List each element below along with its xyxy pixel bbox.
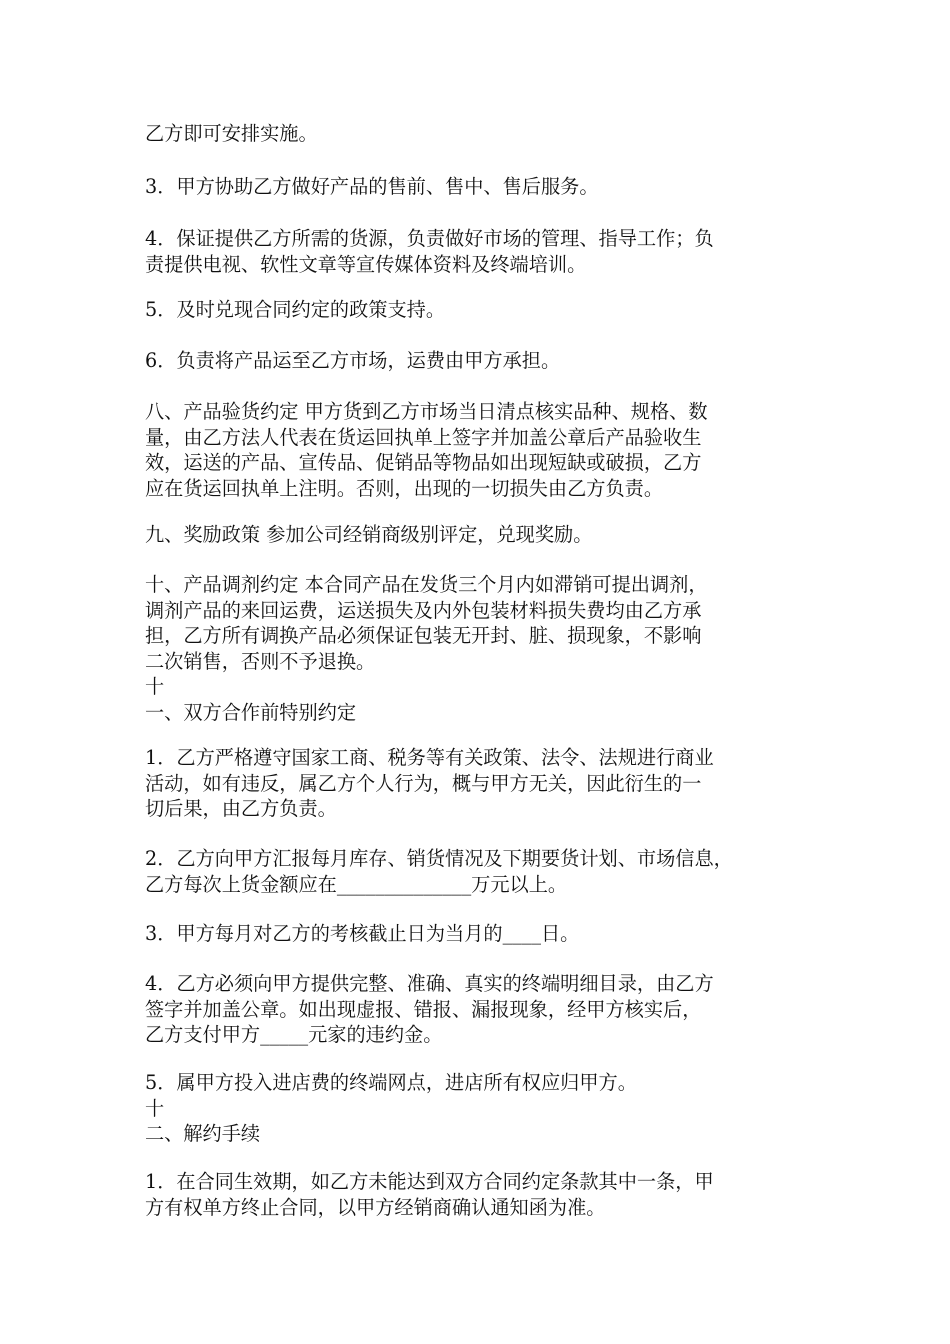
paragraph	[145, 921, 815, 947]
text-line: 九、奖励政策 参加公司经销商级别评定，兑现奖励。	[145, 523, 593, 546]
text-line: 十	[145, 675, 165, 698]
paragraph	[145, 1169, 815, 1220]
paragraph	[145, 121, 815, 147]
text-line: 签字并加盖公章。如出现虚报、错报、漏报现象，经甲方核实后，	[145, 997, 702, 1021]
paragraph	[145, 348, 815, 374]
paragraph	[145, 1070, 815, 1147]
text-line: 切后果，由乙方负责。	[145, 797, 337, 820]
text-line: 5．属甲方投入进店费的终端网点，进店所有权应归甲方。	[145, 1071, 637, 1094]
paragraph	[145, 971, 815, 1048]
paragraph	[145, 174, 815, 200]
text-line: 乙方每次上货金额应在______________万元以上。	[145, 872, 568, 896]
text-line: 二次销售，否则不予退换。	[145, 649, 376, 673]
text-line: 应在货运回执单上注明。否则，出现的一切损失由乙方负责。	[145, 476, 664, 500]
text-line: 十	[145, 1096, 165, 1120]
text-line: 方有权单方终止合同，以甲方经销商确认通知函为准。	[145, 1195, 606, 1219]
text-line: 乙方即可安排实施。	[145, 122, 318, 145]
text-line: 责提供电视、软性文章等宣传媒体资料及终端培训。	[145, 252, 587, 276]
text-line: 十、产品调剂约定 本合同产品在发货三个月内如滞销可提出调剂，	[145, 573, 708, 596]
text-line: 担，乙方所有调换产品必须保证包装无开封、脏、损现象，不影响	[145, 624, 702, 647]
text-line: 2．乙方向甲方汇报每月库存、销货情况及下期要货计划、市场信息，	[145, 847, 733, 870]
text-line: 八、产品验货约定 甲方货到乙方市场当日清点核实品种、规格、数	[145, 400, 708, 423]
text-line: 1．乙方严格遵守国家工商、税务等有关政策、法令、法规进行商业	[145, 746, 714, 769]
paragraph	[145, 522, 815, 548]
text-line: 1．在合同生效期，如乙方未能达到双方合同约定条款其中一条，甲	[145, 1170, 714, 1193]
text-line: 4．保证提供乙方所需的货源，负责做好市场的管理、指导工作；负	[145, 227, 714, 250]
text-line: 效，运送的产品、宣传品、促销品等物品如出现短缺或破损，乙方	[145, 451, 702, 474]
text-line: 乙方支付甲方_____元家的违约金。	[145, 1023, 443, 1046]
text-line: 活动，如有违反，属乙方个人行为，概与甲方无关，因此衍生的一	[145, 771, 702, 795]
paragraph	[145, 572, 815, 725]
text-line: 量，由乙方法人代表在货运回执单上签字并加盖公章后产品验收生	[145, 425, 702, 449]
text-line: 3．甲方每月对乙方的考核截止日为当月的____日。	[145, 922, 580, 945]
text-line: 3．甲方协助乙方做好产品的售前、售中、售后服务。	[145, 175, 599, 198]
text-line: 5．及时兑现合同约定的政策支持。	[145, 298, 446, 321]
paragraph	[145, 846, 815, 897]
text-line: 4．乙方必须向甲方提供完整、准确、真实的终端明细目录，由乙方	[145, 972, 714, 995]
paragraph	[145, 226, 815, 277]
text-line: 调剂产品的来回运费，运送损失及内外包装材料损失费均由乙方承	[145, 598, 702, 622]
section-heading: 二、解约手续	[145, 1122, 261, 1145]
paragraph	[145, 399, 815, 501]
paragraph	[145, 745, 815, 822]
section-heading: 一、双方合作前特别约定	[145, 700, 357, 724]
paragraph	[145, 297, 815, 323]
text-line: 6．负责将产品运至乙方市场，运费由甲方承担。	[145, 349, 561, 372]
